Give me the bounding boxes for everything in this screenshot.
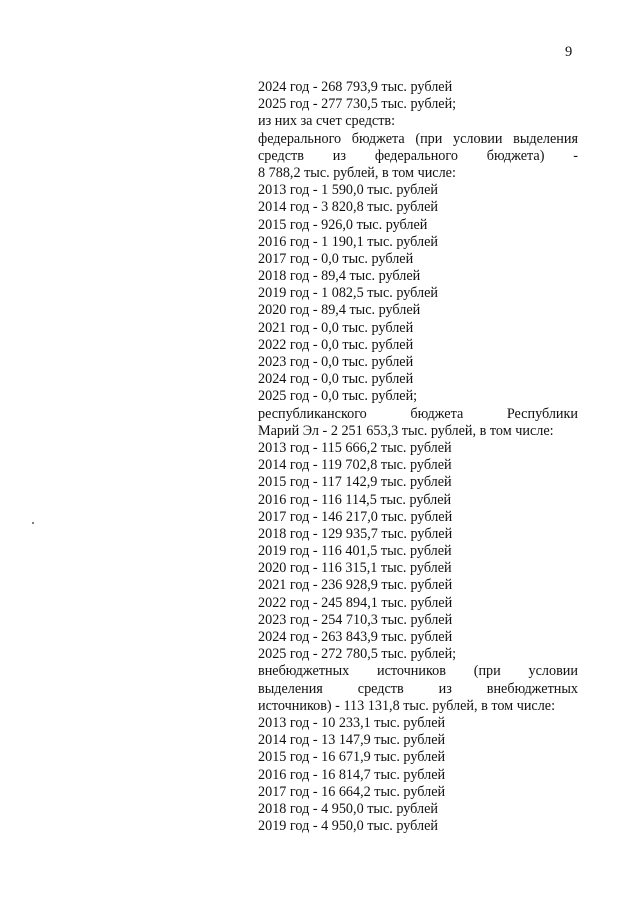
text-line: республиканского бюджета Республики bbox=[258, 405, 578, 422]
text-line: 2016 год - 1 190,1 тыс. рублей bbox=[258, 233, 438, 250]
text-line: средств из федерального бюджета) - bbox=[258, 147, 578, 164]
text-line: Марий Эл - 2 251 653,3 тыс. рублей, в том числе: bbox=[258, 422, 554, 439]
scan-speck bbox=[32, 522, 34, 524]
text-line: 2025 год - 277 730,5 тыс. рублей; bbox=[258, 96, 457, 113]
text-line: 2013 год - 10 233,1 тыс. рублей bbox=[258, 714, 446, 731]
text-line: 2020 год - 116 315,1 тыс. рублей bbox=[258, 560, 452, 577]
text-line: 2025 год - 272 780,5 тыс. рублей; bbox=[258, 646, 457, 663]
text-line: 2021 год - 236 928,9 тыс. рублей bbox=[258, 577, 453, 594]
text-line: из них за счет средств: bbox=[258, 113, 396, 130]
text-line: 2016 год - 116 114,5 тыс. рублей bbox=[258, 491, 452, 508]
text-line: 8 788,2 тыс. рублей, в том числе: bbox=[258, 164, 456, 181]
text-line: 2019 год - 4 950,0 тыс. рублей bbox=[258, 818, 438, 835]
text-line: 2023 год - 0,0 тыс. рублей bbox=[258, 354, 414, 370]
text-line: 2015 год - 117 142,9 тыс. рублей bbox=[258, 474, 452, 491]
funding-text-block bbox=[258, 79, 578, 835]
text-line: 2018 год - 4 950,0 тыс. рублей bbox=[258, 800, 438, 817]
text-line: 2014 год - 13 147,9 тыс. рублей bbox=[258, 732, 446, 749]
text-line: 2024 год - 0,0 тыс. рублей bbox=[258, 371, 414, 388]
text-line: 2013 год - 1 590,0 тыс. рублей bbox=[258, 182, 438, 199]
text-line: 2025 год - 0,0 тыс. рублей; bbox=[258, 388, 418, 405]
text-line: 2017 год - 16 664,2 тыс. рублей bbox=[258, 783, 446, 800]
text-line: 2024 год - 263 843,9 тыс. рублей bbox=[258, 629, 453, 645]
text-line: выделения средств из внебюджетных bbox=[258, 680, 578, 697]
text-line: федерального бюджета (при условии выделения bbox=[258, 130, 578, 147]
text-line: 2022 год - 0,0 тыс. рублей bbox=[258, 336, 414, 353]
text-line: источников) - 113 131,8 тыс. рублей, в том числе: bbox=[258, 697, 556, 714]
text-line: 2019 год - 1 082,5 тыс. рублей bbox=[258, 285, 438, 302]
text-line: 2020 год - 89,4 тыс. рублей bbox=[258, 302, 421, 319]
text-line: 2014 год - 119 702,8 тыс. рублей bbox=[258, 457, 452, 474]
text-line: 2018 год - 129 935,7 тыс. рублей bbox=[258, 525, 453, 542]
text-line: 2023 год - 254 710,3 тыс. рублей bbox=[258, 611, 453, 628]
text-line: 2018 год - 89,4 тыс. рублей bbox=[258, 268, 421, 285]
text-line: 2024 год - 268 793,9 тыс. рублей bbox=[258, 79, 453, 95]
text-line: 2015 год - 16 671,9 тыс. рублей bbox=[258, 749, 446, 766]
text-line: 2016 год - 16 814,7 тыс. рублей bbox=[258, 766, 446, 783]
text-line: 2022 год - 245 894,1 тыс. рублей bbox=[258, 594, 453, 611]
page-number: 9 bbox=[565, 44, 573, 60]
text-line: внебюджетных источников (при условии bbox=[258, 663, 578, 680]
text-line: 2014 год - 3 820,8 тыс. рублей bbox=[258, 199, 438, 216]
text-line: 2019 год - 116 401,5 тыс. рублей bbox=[258, 543, 452, 560]
text-line: 2015 год - 926,0 тыс. рублей bbox=[258, 216, 428, 233]
text-line: 2017 год - 146 217,0 тыс. рублей bbox=[258, 508, 453, 525]
text-line: 2017 год - 0,0 тыс. рублей bbox=[258, 250, 414, 267]
text-line: 2013 год - 115 666,2 тыс. рублей bbox=[258, 439, 452, 456]
text-line: 2021 год - 0,0 тыс. рублей bbox=[258, 319, 414, 336]
